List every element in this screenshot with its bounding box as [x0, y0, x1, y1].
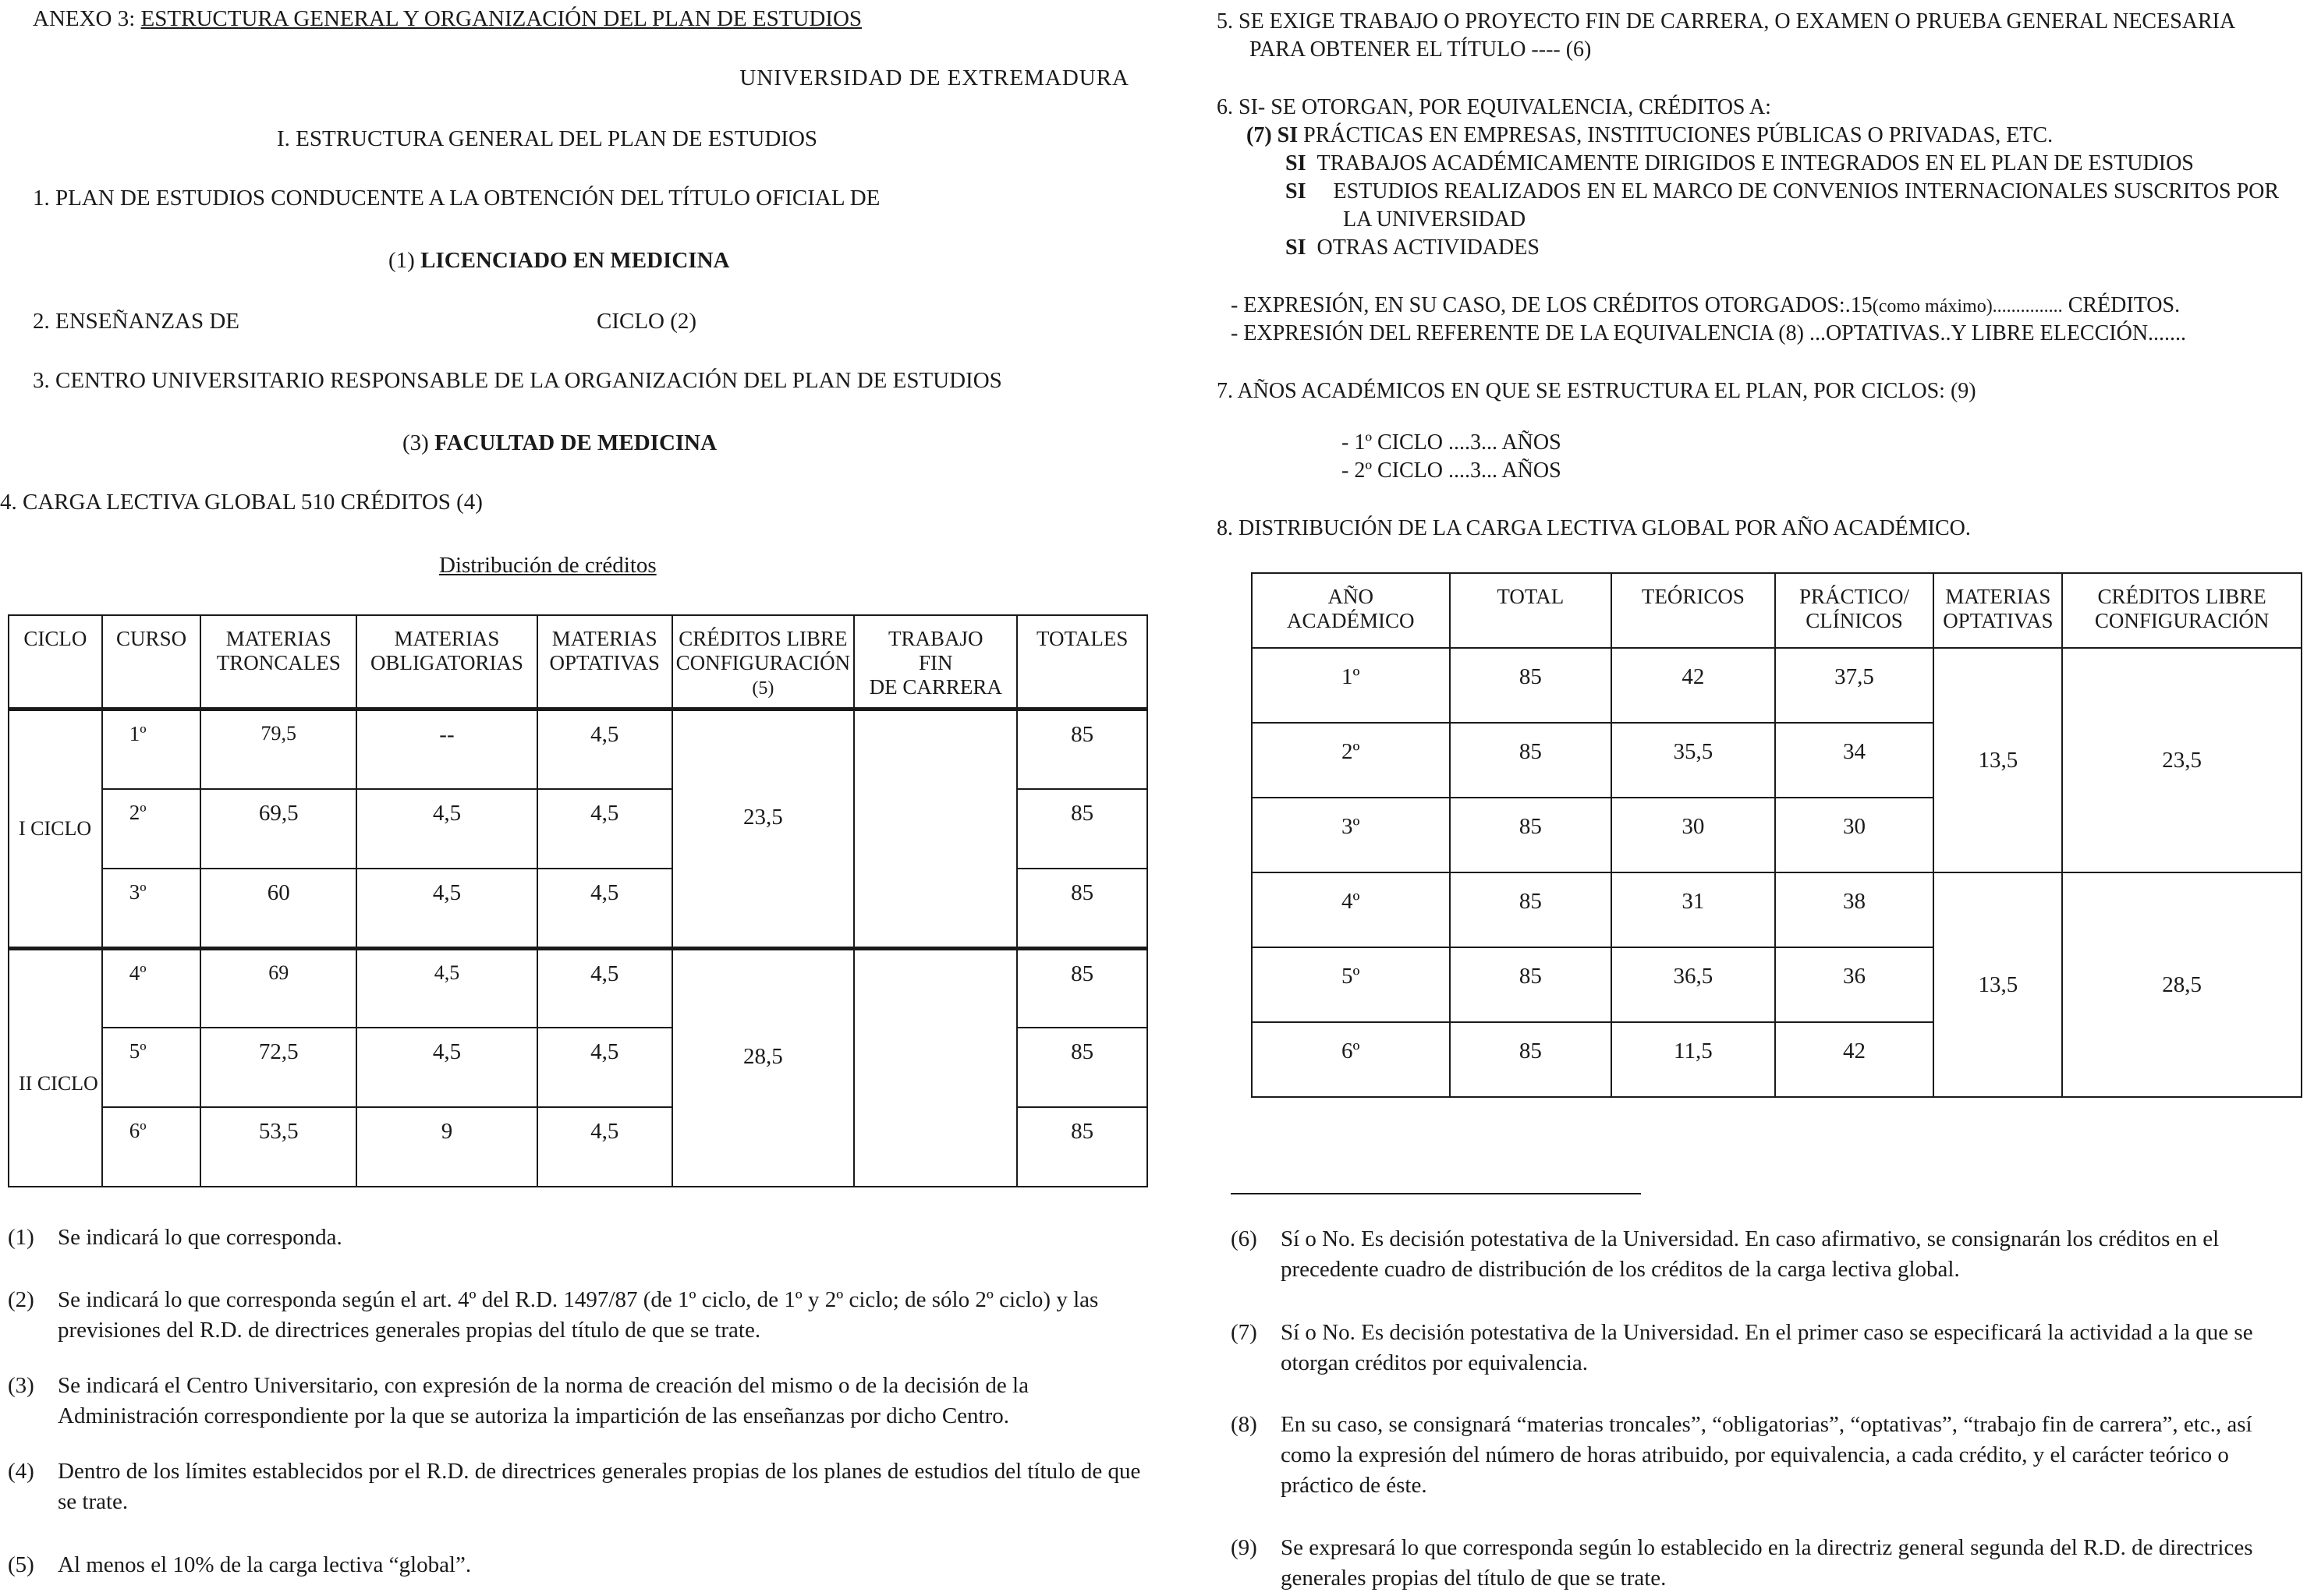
- footnote-6: [1231, 1224, 2291, 1286]
- row-ano: 3º: [1252, 798, 1450, 872]
- row-troncales: 72,5: [200, 1028, 356, 1107]
- degree-line: [388, 248, 729, 274]
- item-5-line-2: PARA OBTENER EL TÍTULO ---- (6): [1249, 37, 1592, 62]
- row-obligatorias: 4,5: [356, 1028, 537, 1107]
- annex-title: ESTRUCTURA GENERAL Y ORGANIZACIÓN DEL PLAN DE ESTUDIOS: [140, 6, 863, 31]
- footnote-4: [8, 1456, 1148, 1519]
- degree-note: (1): [388, 248, 415, 273]
- row-totales: 85: [1017, 709, 1147, 789]
- item-4-text: 4. CARGA LECTIVA GLOBAL 510 CRÉDITOS (4): [0, 490, 483, 515]
- footnote-text: Se indicará el Centro Universitario, con expresión de la norma de creación del mismo o de la decisión de la Administración correspondiente por la que se autoriza la impartición de las enseñanzas por dicho Centro.: [58, 1373, 1029, 1428]
- footnote-text: Dentro de los límites establecidos por el R.D. de directrices generales propias de los planes de estudios del título de que se trate.: [58, 1459, 1141, 1514]
- row-curso: 6º: [102, 1107, 201, 1187]
- row-total: 85: [1450, 648, 1611, 723]
- row-troncales: 69: [200, 948, 356, 1028]
- credits-distribution-table: [8, 614, 1148, 1187]
- row-practicos: 38: [1775, 872, 1934, 947]
- row-ano: 2º: [1252, 723, 1450, 798]
- row-obligatorias: 9: [356, 1107, 537, 1187]
- ciclo-2-libre: 28,5: [672, 948, 855, 1187]
- row-optativas: 4,5: [537, 1107, 672, 1187]
- row-optativas: 4,5: [537, 789, 672, 869]
- header-total: TOTAL: [1450, 573, 1611, 648]
- header-obligatorias: MATERIAS OBLIGATORIAS: [356, 615, 537, 709]
- footnote-3: [8, 1371, 1148, 1433]
- ciclo-1-label: I CICLO: [9, 709, 102, 948]
- faculty-line: [402, 430, 717, 456]
- row-teoricos: 31: [1611, 872, 1775, 947]
- table-row: [9, 709, 1147, 789]
- faculty-note: (3): [402, 430, 429, 455]
- distribution-title: Distribución de créditos: [439, 553, 657, 578]
- item-6-line: SI TRABAJOS ACADÉMICAMENTE DIRIGIDOS E INTEGRADOS EN EL PLAN DE ESTUDIOS: [1285, 151, 2194, 175]
- item-7-ciclo-2: - 2º CICLO ....3... AÑOS: [1341, 458, 1561, 483]
- header-libre: CRÉDITOS LIBRE CONFIGURACIÓN (5): [672, 615, 855, 709]
- row-troncales: 60: [200, 869, 356, 948]
- item-6-line: SI OTRAS ACTIVIDADES: [1285, 235, 1540, 260]
- degree-name: LICENCIADO EN MEDICINA: [420, 248, 730, 273]
- item-3-text: 3. CENTRO UNIVERSITARIO RESPONSABLE DE LA ORGANIZACIÓN DEL PLAN DE ESTUDIOS: [33, 368, 1002, 393]
- cycle-2-optativas: 13,5: [1933, 872, 2062, 1097]
- row-totales: 85: [1017, 869, 1147, 948]
- footnote-text: Se indicará lo que corresponda.: [58, 1225, 342, 1250]
- header-ciclo: CICLO: [9, 615, 102, 709]
- annual-load-table: [1251, 572, 2302, 1098]
- ciclo-1-libre: 23,5: [672, 709, 855, 948]
- header-optativas: MATERIAS OPTATIVAS: [537, 615, 672, 709]
- table-row: [9, 948, 1147, 1028]
- item-7-ciclo-1: - 1º CICLO ....3... AÑOS: [1341, 430, 1561, 455]
- annex-heading: [33, 6, 862, 32]
- footnote-number: (3): [8, 1373, 34, 1398]
- row-optativas: 4,5: [537, 869, 672, 948]
- header-libre: CRÉDITOS LIBRE CONFIGURACIÓN: [2062, 573, 2302, 648]
- header-trabajo: TRABAJO FIN DE CARRERA: [854, 615, 1017, 709]
- footnote-5: [8, 1550, 1148, 1581]
- ciclo-2-label: II CICLO: [9, 948, 102, 1187]
- row-obligatorias: --: [356, 709, 537, 789]
- row-total: 85: [1450, 1022, 1611, 1097]
- row-curso: 4º: [102, 948, 201, 1028]
- footnote-number: (7): [1231, 1320, 1257, 1345]
- footnote-text: Se indicará lo que corresponda según el art. 4º del R.D. 1497/87 (de 1º ciclo, de 1º y 2º ciclo; de sólo 2º ciclo) y las previsiones del R.D. de directrices generales propias del título de que se trate.: [58, 1287, 1099, 1343]
- item-7-heading: 7. AÑOS ACADÉMICOS EN QUE SE ESTRUCTURA EL PLAN, POR CICLOS: (9): [1217, 379, 1976, 403]
- table-header-row: [9, 615, 1147, 709]
- item-6-heading: 6. SI- SE OTORGAN, POR EQUIVALENCIA, CRÉDITOS A:: [1217, 95, 1771, 119]
- row-totales: 85: [1017, 1107, 1147, 1187]
- row-practicos: 30: [1775, 798, 1934, 872]
- row-teoricos: 11,5: [1611, 1022, 1775, 1097]
- table-header-row: [1252, 573, 2302, 648]
- annex-prefix: ANEXO 3:: [33, 6, 136, 31]
- footnote-text: Sí o No. Es decisión potestativa de la Universidad. En el primer caso se especificará la actividad a la que se otorgan créditos por equivalencia.: [1281, 1320, 2253, 1375]
- footnote-number: (1): [8, 1225, 34, 1250]
- item-2-label: 2. ENSEÑANZAS DE: [33, 309, 240, 334]
- row-troncales: 53,5: [200, 1107, 356, 1187]
- row-ano: 5º: [1252, 947, 1450, 1022]
- row-ano: 1º: [1252, 648, 1450, 723]
- row-totales: 85: [1017, 789, 1147, 869]
- footnote-text: En su caso, se consignará “materias troncales”, “obligatorias”, “optativas”, “trabajo fin de carrera”, etc., así como la expresión del número de horas atribuido, por equivalencia, a cada crédito, y el carácter teórico o práctico de éste.: [1281, 1412, 2252, 1498]
- footnote-text: Sí o No. Es decisión potestativa de la Universidad. En caso afirmativo, se consignarán los créditos en el precedente cuadro de distribución de los créditos de la carga lectiva global.: [1281, 1226, 2220, 1282]
- item-1-text: 1. PLAN DE ESTUDIOS CONDUCENTE A LA OBTENCIÓN DEL TÍTULO OFICIAL DE: [33, 186, 881, 211]
- footnote-divider: [1231, 1193, 1641, 1194]
- footnote-number: (5): [8, 1552, 34, 1577]
- row-teoricos: 42: [1611, 648, 1775, 723]
- row-teoricos: 30: [1611, 798, 1775, 872]
- item-6-line: LA UNIVERSIDAD: [1343, 207, 1526, 232]
- row-total: 85: [1450, 872, 1611, 947]
- header-troncales: MATERIAS TRONCALES: [200, 615, 356, 709]
- item-6-line: SI ESTUDIOS REALIZADOS EN EL MARCO DE CONVENIOS INTERNACIONALES SUSCRITOS POR: [1285, 179, 2280, 203]
- footnote-text: Al menos el 10% de la carga lectiva “global”.: [58, 1552, 472, 1577]
- footnote-number: (2): [8, 1287, 34, 1312]
- university-name: UNIVERSIDAD DE EXTREMADURA: [739, 65, 1129, 90]
- row-teoricos: 35,5: [1611, 723, 1775, 798]
- header-curso: CURSO: [102, 615, 201, 709]
- equivalence-expression: - EXPRESIÓN DEL REFERENTE DE LA EQUIVALENCIA (8) ...OPTATIVAS..Y LIBRE ELECCIÓN.......: [1231, 321, 2187, 345]
- header-ano: AÑO ACADÉMICO: [1252, 573, 1450, 648]
- row-optativas: 4,5: [537, 948, 672, 1028]
- row-total: 85: [1450, 723, 1611, 798]
- row-troncales: 79,5: [200, 709, 356, 789]
- item-6-line: (7) SI PRÁCTICAS EN EMPRESAS, INSTITUCIONES PÚBLICAS O PRIVADAS, ETC.: [1246, 123, 2054, 147]
- row-ano: 6º: [1252, 1022, 1450, 1097]
- row-curso: 2º: [102, 789, 201, 869]
- footnote-2: [8, 1285, 1148, 1347]
- row-practicos: 36: [1775, 947, 1934, 1022]
- row-optativas: 4,5: [537, 709, 672, 789]
- row-optativas: 4,5: [537, 1028, 672, 1107]
- item-2-ciclo: CICLO (2): [597, 309, 697, 334]
- footnote-8: [1231, 1410, 2291, 1503]
- table-row: [1252, 648, 2302, 723]
- header-practicos: PRÁCTICO/ CLÍNICOS: [1775, 573, 1934, 648]
- footnote-text: Se expresará lo que corresponda según lo establecido en la directriz general segunda del R.D. de directrices generales propias del título de que se trate.: [1281, 1535, 2253, 1591]
- row-obligatorias: 4,5: [356, 869, 537, 948]
- item-8-heading: 8. DISTRIBUCIÓN DE LA CARGA LECTIVA GLOBAL POR AÑO ACADÉMICO.: [1217, 516, 1971, 540]
- cycle-2-libre: 28,5: [2062, 872, 2302, 1097]
- footnote-number: (4): [8, 1459, 34, 1484]
- footnote-number: (6): [1231, 1226, 1257, 1251]
- table-row: [1252, 872, 2302, 947]
- ciclo-1-trabajo: [854, 709, 1017, 948]
- faculty-name: FACULTAD DE MEDICINA: [434, 430, 718, 455]
- header-teoricos: TEÓRICOS: [1611, 573, 1775, 648]
- row-practicos: 37,5: [1775, 648, 1934, 723]
- row-ano: 4º: [1252, 872, 1450, 947]
- footnote-7: [1231, 1318, 2291, 1380]
- section-title: I. ESTRUCTURA GENERAL DEL PLAN DE ESTUDIOS: [277, 126, 818, 151]
- header-totales: TOTALES: [1017, 615, 1147, 709]
- cycle-1-libre: 23,5: [2062, 648, 2302, 872]
- row-troncales: 69,5: [200, 789, 356, 869]
- footnote-9: [1231, 1533, 2291, 1595]
- row-totales: 85: [1017, 948, 1147, 1028]
- row-obligatorias: 4,5: [356, 948, 537, 1028]
- item-5-line-1: 5. SE EXIGE TRABAJO O PROYECTO FIN DE CARRERA, O EXAMEN O PRUEBA GENERAL NECESARIA: [1217, 9, 2236, 34]
- row-total: 85: [1450, 947, 1611, 1022]
- footnote-1: [8, 1223, 1148, 1254]
- header-optativas: MATERIAS OPTATIVAS: [1933, 573, 2062, 648]
- ciclo-2-trabajo: [854, 948, 1017, 1187]
- row-totales: 85: [1017, 1028, 1147, 1107]
- credits-expression: - EXPRESIÓN, EN SU CASO, DE LOS CRÉDITOS OTORGADOS:.15(como máximo)............... CRÉDITOS.: [1231, 293, 2181, 317]
- row-curso: 5º: [102, 1028, 201, 1107]
- footnote-number: (9): [1231, 1535, 1257, 1560]
- row-obligatorias: 4,5: [356, 789, 537, 869]
- cycle-1-optativas: 13,5: [1933, 648, 2062, 872]
- row-curso: 3º: [102, 869, 201, 948]
- row-total: 85: [1450, 798, 1611, 872]
- row-curso: 1º: [102, 709, 201, 789]
- row-practicos: 42: [1775, 1022, 1934, 1097]
- footnote-number: (8): [1231, 1412, 1257, 1437]
- row-teoricos: 36,5: [1611, 947, 1775, 1022]
- row-practicos: 34: [1775, 723, 1934, 798]
